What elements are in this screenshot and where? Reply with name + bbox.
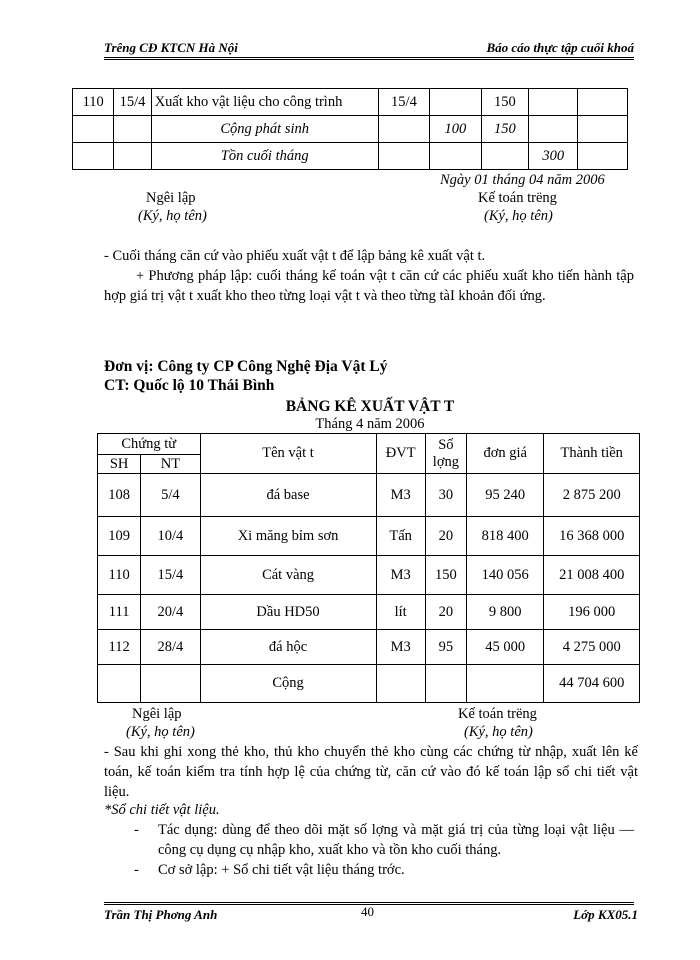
org-address: CT: Quốc lộ 10 Thái Bình xyxy=(104,377,275,394)
statement-title: BẢNG KÊ XUẤT VẬT T xyxy=(285,398,455,415)
total-value: 44 704 600 xyxy=(544,665,640,703)
header-left: Trêng CĐ KTCN Hà Nội xyxy=(104,40,238,55)
col-voucher: Chứng từ xyxy=(98,434,201,455)
table-row: Cộng phát sinh 100 150 xyxy=(73,116,628,143)
ledger-table xyxy=(72,88,628,170)
total-label: Cộng xyxy=(200,665,376,703)
bullet-dash: - xyxy=(134,862,139,878)
accountant-note: (Ký, họ tên) xyxy=(484,208,553,224)
col-sh: SH xyxy=(98,455,141,474)
table-row: 111 20/4 Dầu HD50 lít 20 9 800 196 000 xyxy=(98,595,640,630)
preparer-note: (Ký, họ tên) xyxy=(138,208,207,224)
bullet-dash: - xyxy=(134,822,139,838)
total-row xyxy=(98,665,640,703)
issue-statement-table xyxy=(97,433,640,703)
footer-class: Lớp KX05.1 xyxy=(573,907,638,922)
table-row: 110 15/4 Xuất kho vật liệu cho công trình 15/4 150 xyxy=(73,89,628,116)
accountant-note-2: (Ký, họ tên) xyxy=(464,724,533,740)
col-unit: ĐVT xyxy=(376,434,425,474)
col-name: Tên vật t xyxy=(200,434,376,474)
statement-subtitle: Tháng 4 năm 2006 xyxy=(315,416,425,432)
table-row: 108 5/4 đá base M3 30 95 240 2 875 200 xyxy=(98,474,640,517)
header-rule xyxy=(104,57,634,60)
table-row: 110 15/4 Cát vàng M3 150 140 056 21 008 400 xyxy=(98,556,640,595)
preparer-title: Ngêi lập xyxy=(146,190,196,206)
col-amount: Thành tiền xyxy=(544,434,640,474)
bullet-basis: Cơ sở lập: + Sổ chi tiết vật liệu tháng trớc. xyxy=(158,862,405,878)
org-unit: Đơn vị: Công ty CP Công Nghệ Địa Vật Lý xyxy=(104,358,388,375)
accountant-title-2: Kế toán trëng xyxy=(458,706,537,722)
table-row: 109 10/4 Xi măng bỉm sơn Tấn 20 818 400 16 368 000 xyxy=(98,517,640,556)
ledger-heading: *Sổ chi tiết vật liệu. xyxy=(104,802,220,818)
col-price: đơn giá xyxy=(467,434,544,474)
header-right: Báo cáo thực tập cuối khoá xyxy=(486,40,634,55)
page-number: 40 xyxy=(361,904,374,919)
accountant-title: Kế toán trëng xyxy=(478,190,557,206)
footer-author: Trần Thị Phơng Anh xyxy=(104,907,218,922)
preparer-title-2: Ngêi lập xyxy=(132,706,182,722)
paragraph-method: + Phương pháp lập: cuối tháng kế toán vật t căn cứ các phiếu xuất kho tiến hành tập hợp giá trị vật t xuất kho theo từng loại vật t và theo từng tàI khoản đối ứng. xyxy=(104,268,634,304)
preparer-note-2: (Ký, họ tên) xyxy=(126,724,195,740)
col-nt: NT xyxy=(141,455,200,474)
table-row: Tồn cuối tháng 300 xyxy=(73,143,628,170)
paragraph-intro: - Cuối tháng căn cứ vào phiếu xuất vật t để lập bảng kê xuất vật t. xyxy=(104,248,486,264)
col-qty: Số lợng xyxy=(425,434,466,474)
paragraph-ledger: - Sau khi ghi xong thẻ kho, thủ kho chuyển thẻ kho cùng các chứng từ nhập, xuất lên kế toán, kế toán kiểm tra tính hợp lệ của chứng từ, căn cứ vào đó kế toán lập sổ chi tiết vật liệu. xyxy=(104,744,638,800)
report-date: Ngày 01 tháng 04 năm 2006 xyxy=(440,172,605,188)
bullet-purpose: Tác dụng: dùng để theo dõi mặt số lợng và mặt giá trị của từng loại vật liệu — công cụ dụng cụ nhập kho, xuất kho và tồn kho cuối tháng. xyxy=(158,822,634,858)
table-row: 112 28/4 đá hộc M3 95 45 000 4 275 000 xyxy=(98,630,640,665)
